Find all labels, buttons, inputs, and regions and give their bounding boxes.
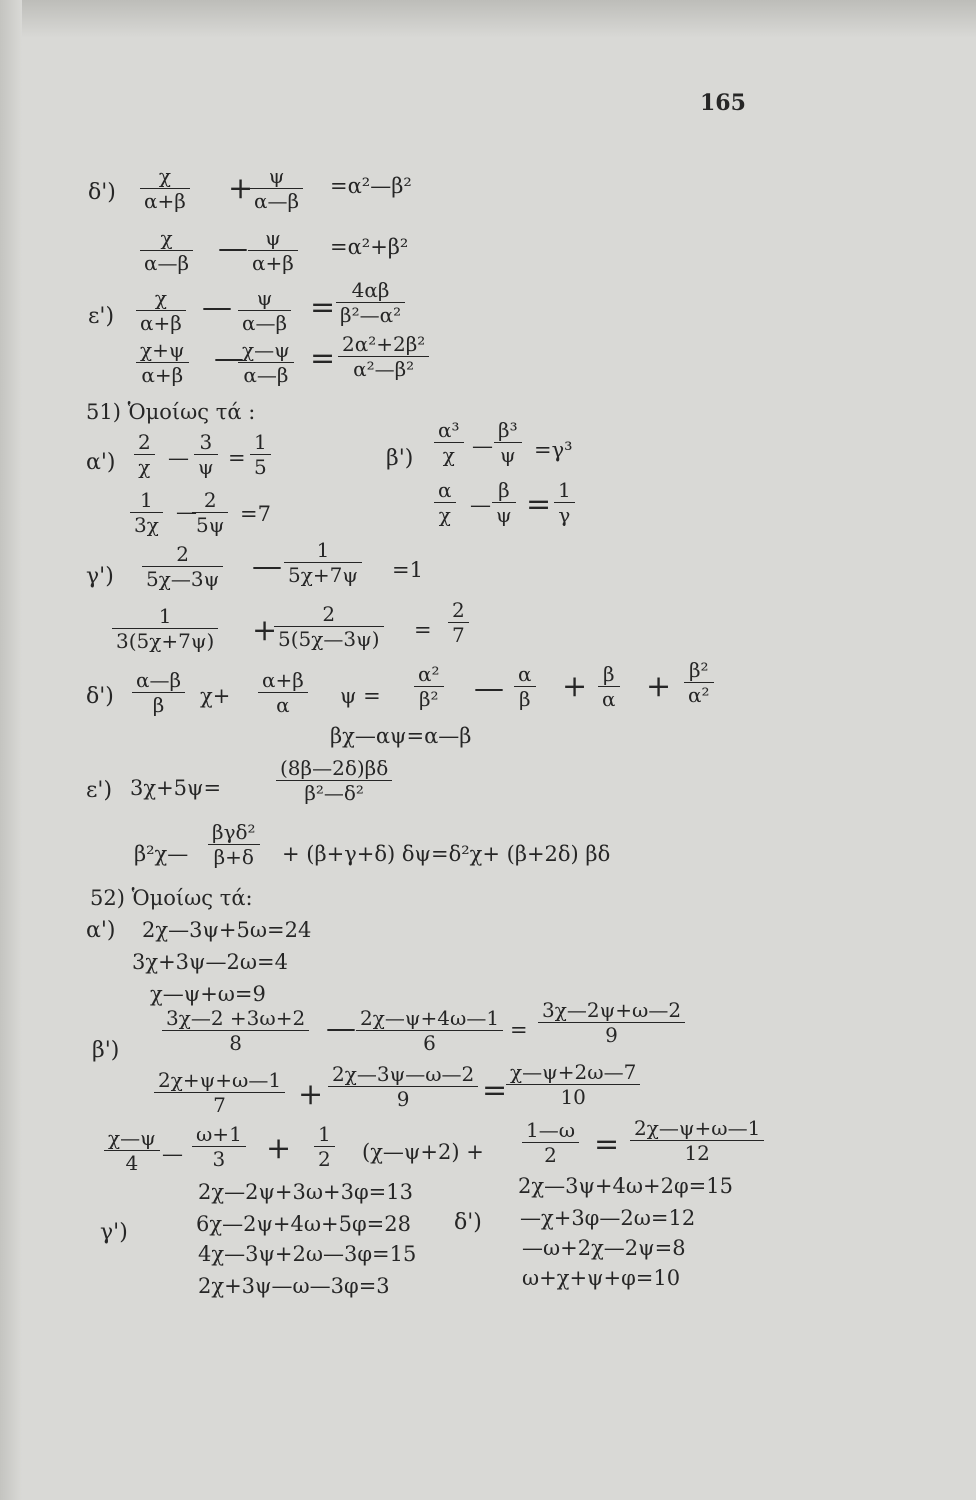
p50-delta-label: δ') (88, 180, 116, 205)
fraction: $\frac{3\chi—2 +3\omega+2}{8}$ (162, 1008, 309, 1054)
operator: — (472, 434, 493, 458)
equals: = (414, 618, 432, 642)
p51-beta-label: β') (386, 446, 414, 471)
operator: + (298, 1077, 324, 1112)
fraction: $\frac{\chi}{\alpha+\beta}$ (140, 166, 190, 212)
operator: — (470, 493, 491, 517)
operator: + (646, 669, 672, 704)
fraction: $\frac{\chi+\psi}{\alpha+\beta}$ (136, 340, 189, 386)
p52-gamma-label: γ') (100, 1220, 128, 1245)
fraction: $\frac{2}{5\chi—3\psi}$ (142, 544, 223, 590)
equals: = (228, 446, 246, 470)
fraction: $\frac{\omega+1}{3}$ (192, 1124, 246, 1170)
p52-alpha-line2: 3χ+3ψ—2ω=4 (132, 950, 288, 974)
fraction: $\frac{2\chi—\psi+\omega—1}{12}$ (630, 1118, 764, 1164)
operator: — (252, 549, 282, 584)
rhs: =1 (392, 558, 423, 582)
operator: — (474, 671, 504, 706)
operator: — (162, 1142, 183, 1166)
fraction: $\frac{4\alpha\beta}{\text{β²—α²}}$ (336, 280, 405, 326)
fraction: $\frac{2}{5\psi}$ (192, 490, 228, 536)
fraction: $\frac{1}{3(5\chi+7\psi)}$ (112, 606, 218, 652)
fraction: $\frac{\chi}{\alpha—\beta}$ (140, 228, 193, 274)
fraction: $\frac{\beta}{\alpha}$ (598, 664, 620, 710)
p51-delta-label: δ') (86, 684, 114, 709)
p52-gamma-line3: 4χ—3ψ+2ω—3φ=15 (198, 1242, 417, 1266)
fraction: $\frac{2}{7}$ (448, 600, 469, 646)
p52-delta-line1: 2χ—3ψ+4ω+2φ=15 (518, 1174, 733, 1198)
fraction: $\frac{2\chi—3\psi—\omega—2}{9}$ (328, 1064, 478, 1110)
fraction: $\frac{\text{α³}}{\chi}$ (434, 420, 464, 466)
operator: — (326, 1011, 356, 1046)
p52-delta-line3: —ω+2χ—2ψ=8 (522, 1236, 686, 1260)
fraction: $\frac{(8\beta—2\delta)\beta\delta}{\text{β²—δ²}}$ (276, 758, 392, 804)
fraction: βγδ² β+δ (208, 822, 260, 868)
fraction: $\frac{\text{2α²+2β²}}{\text{α²—β²}}$ (338, 334, 429, 380)
operator: — (176, 500, 197, 524)
p52-delta-label: δ') (454, 1210, 482, 1235)
page-number: 165 (700, 90, 746, 116)
fraction: $\frac{2}{5(5\chi—3\psi)}$ (274, 604, 384, 650)
fraction: $\frac{3}{\psi}$ (194, 432, 218, 478)
rhs: =α²—β² (330, 174, 412, 198)
operator: + (252, 613, 278, 648)
fraction: $\frac{\alpha}{\beta}$ (514, 664, 536, 710)
fraction: $\frac{\text{β³}}{\psi}$ (494, 420, 522, 466)
fraction: $\frac{\psi}{\alpha—\beta}$ (250, 166, 303, 212)
equals: = (310, 290, 336, 325)
fraction: $\frac{2}{\chi}$ (134, 432, 155, 478)
term: + (β+γ+δ) δψ=δ²χ+ (β+2δ) βδ (282, 842, 611, 866)
fraction: $\frac{1—\omega}{2}$ (522, 1120, 579, 1166)
p52-beta-label: β') (92, 1038, 120, 1063)
p51-delta-eq2: βχ—αψ=α—β (330, 724, 472, 748)
p50-epsilon-label: ε') (88, 304, 115, 329)
p51-gamma-label: γ') (86, 564, 114, 589)
operator: + (228, 171, 254, 206)
equals: = (482, 1073, 508, 1108)
fraction: $\frac{2\chi+\psi+\omega—1}{7}$ (154, 1070, 285, 1116)
fraction: $\frac{\chi—\psi}{\alpha—\beta}$ (238, 340, 294, 386)
operator: + (562, 669, 588, 704)
p52-gamma-line4: 2χ+3ψ—ω—3φ=3 (198, 1274, 390, 1298)
p52-gamma-line2: 6χ—2ψ+4ω+5φ=28 (196, 1212, 411, 1236)
fraction: $\frac{\text{α²}}{\text{β²}}$ (414, 664, 444, 710)
p51-alpha-label: α') (86, 450, 116, 475)
fraction: $\frac{1}{5\chi+7\psi}$ (284, 540, 362, 586)
equals: = (310, 341, 336, 376)
fraction: $\frac{\psi}{\alpha—\beta}$ (238, 288, 291, 334)
operator: — (168, 446, 189, 470)
rhs: =γ³ (534, 438, 573, 462)
p51-epsilon-label: ε') (86, 778, 113, 803)
fraction: $\frac{1}{2}$ (314, 1124, 335, 1170)
fraction: $\frac{\chi}{\alpha+\beta}$ (136, 288, 186, 334)
p52-heading: 52) Ὁμοίως τά: (90, 886, 253, 910)
fraction: $\frac{3\chi—2\psi+\omega—2}{9}$ (538, 1000, 685, 1046)
fraction: $\frac{\chi—\psi}{4}$ (104, 1128, 160, 1174)
term: (χ—ψ+2) + (362, 1140, 484, 1164)
p52-delta-line4: ω+χ+ψ+φ=10 (522, 1266, 681, 1290)
term: χ+ (200, 684, 231, 708)
equals: = (594, 1127, 620, 1162)
p52-alpha-label: α') (86, 918, 116, 943)
fraction: $\frac{1}{5}$ (250, 432, 271, 478)
operator: — (202, 290, 232, 325)
fraction: $\frac{\chi—\psi+2\omega—7}{10}$ (506, 1062, 640, 1108)
p51-heading: 51) Ὁμοίως τά : (86, 400, 256, 424)
p52-alpha-line1: 2χ—3ψ+5ω=24 (142, 918, 312, 942)
fraction: $\frac{1}{3\chi}$ (130, 490, 163, 536)
fraction: $\frac{\psi}{\alpha+\beta}$ (248, 228, 298, 274)
operator: + (266, 1131, 292, 1166)
p51-epsilon-lhs: 3χ+5ψ= (130, 776, 222, 800)
p52-gamma-line1: 2χ—2ψ+3ω+3φ=13 (198, 1180, 413, 1204)
rhs: =α²+β² (330, 235, 409, 259)
term: ψ = (340, 684, 381, 708)
fraction: $\frac{2\chi—\psi+4\omega—1}{6}$ (356, 1008, 503, 1054)
equals: = (526, 487, 552, 522)
p52-delta-line2: —χ+3φ—2ω=12 (520, 1206, 696, 1230)
fraction: $\frac{\beta}{\psi}$ (492, 480, 516, 526)
fraction: $\frac{\alpha—\beta}{\beta}$ (132, 670, 185, 716)
fraction: $\frac{1}{\gamma}$ (554, 480, 575, 526)
rhs: =7 (240, 502, 271, 526)
operator: — (218, 231, 248, 266)
operator: — (214, 341, 244, 376)
fraction: $\frac{\alpha}{\chi}$ (434, 480, 456, 526)
equals: = (510, 1018, 528, 1042)
fraction: $\frac{\alpha+\beta}{\alpha}$ (258, 670, 308, 716)
fraction: $\frac{\text{β²}}{\text{α²}}$ (684, 660, 714, 706)
term: β²χ— (134, 842, 189, 866)
p52-alpha-line3: χ—ψ+ω=9 (150, 982, 266, 1006)
